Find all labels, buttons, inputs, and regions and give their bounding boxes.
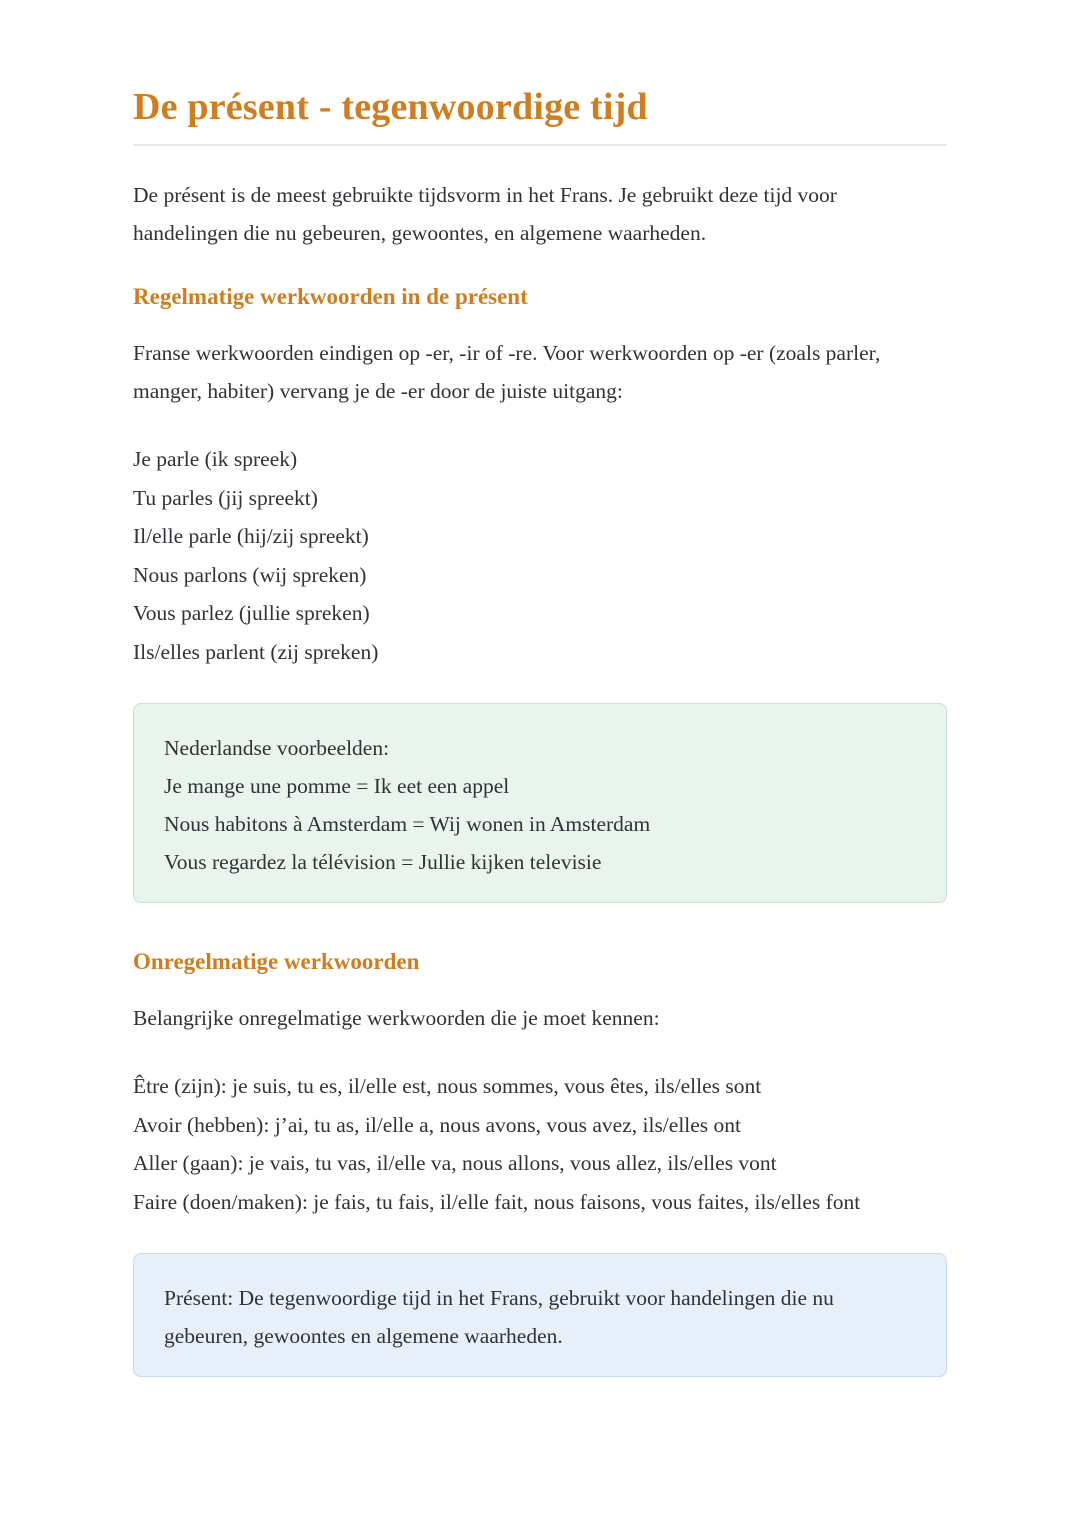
conjugation-line: Je parle (ik spreek) xyxy=(133,447,298,471)
section-heading-irregular-verbs: Onregelmatige werkwoorden xyxy=(133,949,420,974)
conjugation-line: Ils/elles parlent (zij spreken) xyxy=(133,639,379,664)
example-line: Nederlandse voorbeelden: xyxy=(164,736,390,760)
irregular-verbs-paragraph: Belangrijke onregelmatige werkwoorden die je moet kennen: xyxy=(133,1006,660,1030)
page-title: De présent - tegenwoordige tijd xyxy=(133,86,648,128)
conjugation-list xyxy=(133,440,947,671)
irregular-verb-line: Être (zijn): je suis, tu es, il/elle est, nous sommes, vous êtes, ils/elles sont xyxy=(133,1074,762,1098)
conjugation-line: Tu parles (jij spreekt) xyxy=(133,485,318,510)
conjugation-line: Vous parlez (jullie spreken) xyxy=(133,601,370,625)
section-heading-regular-verbs: Regelmatige werkwoorden in de présent xyxy=(133,284,528,309)
example-line: Je mange une pomme = Ik eet een appel xyxy=(164,774,510,798)
conjugation-line: Il/elle parle (hij/zij spreekt) xyxy=(133,524,369,548)
definition-text: Présent: De tegenwoordige tijd in het Frans, gebruikt voor handelingen die nu gebeuren, gewoontes en algemene waarheden. xyxy=(164,1286,834,1348)
title-divider xyxy=(133,144,947,146)
irregular-verb-line: Avoir (hebben): j’ai, tu as, il/elle a, nous avons, vous avez, ils/elles ont xyxy=(133,1112,742,1137)
example-line: Vous regardez la télévision = Jullie kijken televisie xyxy=(164,850,602,874)
examples-callout-box xyxy=(133,703,947,903)
irregular-verb-list xyxy=(133,1067,947,1221)
irregular-verb-line: Aller (gaan): je vais, tu vas, il/elle va, nous allons, vous allez, ils/elles vont xyxy=(133,1151,777,1175)
irregular-verb-line: Faire (doen/maken): je fais, tu fais, il/elle fait, nous faisons, vous faites, ils/elles font xyxy=(133,1189,861,1214)
example-line: Nous habitons à Amsterdam = Wij wonen in Amsterdam xyxy=(164,812,651,836)
definition-callout-box xyxy=(133,1253,947,1377)
conjugation-line: Nous parlons (wij spreken) xyxy=(133,562,367,587)
regular-verbs-paragraph: Franse werkwoorden eindigen op -er, -ir of -re. Voor werkwoorden op -er (zoals parler, manger, habiter) vervang je de -er door de juiste uitgang: xyxy=(133,341,881,403)
intro-paragraph: De présent is de meest gebruikte tijdsvorm in het Frans. Je gebruikt deze tijd voor handelingen die nu gebeuren, gewoontes, en algemene waarheden. xyxy=(133,183,837,245)
